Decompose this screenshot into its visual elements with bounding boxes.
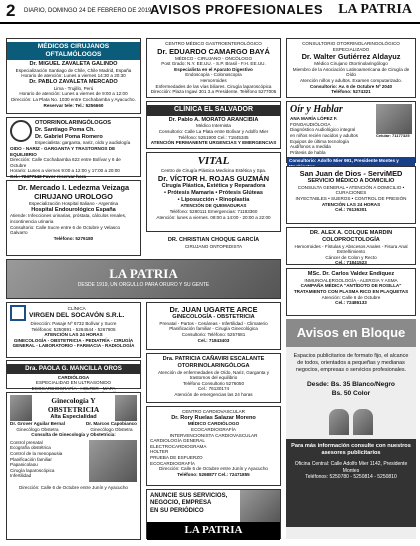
ad-dr-juan-ugarte: Dr. JUAN UGARTE ARCE GINECOLOGÍA - OBSTETRICIA Prenatal - Partos - Cesáreas - Infertilidad - Climaterio Planificación familiar - Cirugía Ginecológica Consultorio: Teléfono: 5257681 Cel.: 71843403 [146, 302, 281, 350]
ad-avisos-en-bloque: Avisos en Bloque Espacios publicitarios de formato fijo, el alcance de todos, orientados a pequeñas y medianas negocios, empresas o servicios profesionales. Desde: Bs. 35 Blanco/Negro Bs. 50 Color Para más información consulte con nuestros asesores publicitarios Oficina Central: Calle Adolfo Mier 1142, Presidente Montes Teléfonos: 5250780 - 5250814 - 5250810 [286, 319, 416, 539]
ad-oftalmologos: MÉDICOS CIRUJANOS OFTALMÓLOGOS Dr. MIGUEL ZAVALETA GALINDO Especialización Santiago de Chile, Chile Madrid, España Horario de atención: Lunes a viernes 14:30 a 20:30 Dr. PABLO ZAVALETA MERCADO Lima - Trujillo, Perú Horario de atención: Lunes a viernes de 9:00 a 12:00 Dirección: La Plata No. 1030 entre Cochabamba y Ayacucho. Reservar tele: Tel.: 5256660 [6, 38, 141, 114]
ad-clinica-virgen-socavon: CLÍNICA VIRGEN DEL SOCAVÓN S.R.L. Dirección: Pasaje Nº 6732 Bolívar y Sucre Teléfonos: 5250891 - 5264544 - 5267805 ATENCIÓN LAS 24 HORAS GINECOLOGÍA - OBSTETRICIA - PEDIATRÍA - CIRUGÍA GENERAL - LABORATORIO - FARMACIA - RADIOLOGÍA [6, 302, 141, 358]
doctor-silhouette-icon [329, 409, 349, 435]
header-date: DIARIO, DOMINGO 24 DE FEBRERO DE 2019 [24, 8, 152, 14]
ad-servimed: San Juan de Dios - ServiMED SERVICIO MÉDICO A DOMICILIO CONSULTA GENERAL • ATENCIÓN A DOMICILIO • CURACIONES INYECTABLES • SUEROS • CONTROL DE PRESIÓN ATENCIÓN LAS 24 HORAS Cel.: 76136301 [286, 166, 416, 224]
ad-traumatologo-choque: DR. CHRISTIAN CHOQUE GARCÍA CIRUJANO ONTOPEDISTA [146, 235, 281, 257]
ad-coloproctologia: DR. ALEX A. COLQUE MARDIN COLOPROCTOLOGÍA Hemorroides - Fístulas y Abscesos Anales - Fisura Anal Estreñimiento Cáncer de Colon y Recto Cel.: 71841523 [286, 227, 416, 265]
ad-otorrino-gutierrez: CONSULTORIO OTORRINOLARINGOLÓGICO ESPECIALIZADO Dr. Walter Gutiérrez Aldayuz Médico Cirujano Otorrinolaringólogo Miembro de la Asociación Latinoamericana de Cirugía de Oído Atención niños y adultos. Examen computarizado. Consultorio: Av. 6 de Octubre Nº 2040 Teléfono: 5274321 [286, 38, 416, 98]
ad-anuncie-servicios: ANUNCIE SUS SERVICIOS, NEGOCIO, EMPRESA EN SU PERIÓDICO LA PATRIA [146, 489, 281, 539]
page-header [0, 0, 420, 24]
ad-la-patria-promo: LA PATRIA DESDE 1919, UN ORGULLO PARA ORURO Y SU GENTE [6, 259, 281, 299]
ad-urologo: Dr. Mercado I. Ledezma Veizaga CIRUJANO UROLOGO Especialización Hospital Italiano - Argentina Hospital Endourológico España Atiende: Infecciones urinarias, próstata, cálculos renales, incontinencia urinaria Consultorio: Calle Sucre entre 6 de Octubre y Velasco Galvarro Teléfono: 5276180 [6, 180, 141, 256]
ad-cardiologa-mancilla: Dra. PAOLA G. MANCILLA OROS CARDIÓLOGA ESPECIALIDAD EN ULTRASONIDO ECOCARDIOGRAFÍA - HOLTER - MAPA [6, 360, 141, 389]
ad-oir-y-hablar: Oír y Hablar ANA MARÍA LÓPEZ F. FONOAUDIÓLOGA Diagnóstico Audiológico integral en niños recién nacidos y adultos Equipos de última tecnología Audífonos a medida Prótesis de habla Celular: 71177325 Consultorio: Adolfo Mier 991, Presidente Montes y [286, 101, 416, 163]
ad-otorrinos-poma: OTORRINOLARINGÓLOGOS Dr. Santiago Poma Ch. Dr. Gabriel Poma Romero Especialista: garganta, nariz, oído y audiología OIDO - NARIZ - GARGANTA Y TRASTORNOS DE EQUILIBRIO Dirección: Calle Cochabamba 622 entre Bolívar y 6 de Octubre Horario: Lunes a viernes 9:00 a 12:00 y 17:00 a 20:00 Cel.: 72477142 Favor reservar hora [6, 117, 141, 177]
ad-alergologia-valdez: MSc. Dr. Carlos Valdez Endiquez INMUNOALERGOLOGÍA - ALERGIA Y ASMA CAMPAÑA MÉDICA "ANTÍDOTO DE ROSILLA" TRATAMIENTO CON PLASMA RICO EN PLAQUETAS Atención: Calle 6 de Octubre Cel.: 72486133 [286, 268, 416, 316]
clinic-logo-icon [10, 305, 26, 321]
promo-title: Avisos en Bloque [296, 325, 406, 340]
section-title: AVISOS PROFESIONALES [150, 2, 324, 17]
page-number: 2 [6, 1, 16, 20]
ultrasound-image [89, 440, 137, 482]
doctor-photo [115, 395, 137, 421]
doctor-photo [10, 395, 32, 421]
clinic-logo-icon [10, 120, 32, 142]
ad-band: MÉDICOS CIRUJANOS OFTALMÓLOGOS [7, 42, 140, 60]
ad-clinica-el-salvador: CLÍNICA EL SALVADOR Dr. Pablo A. MORATO ARANCIBIA Médico Internista Consultorio: Calle La Plata entre Bolívar y Adolfo Mier Teléfono: 5251900 Cel.: 71845345 ATENCIÓN PERMANENTE URGENCIAS Y EMERGENCIAS [146, 101, 281, 149]
ad-vital-cirugia-plastica: VITAL Centro de Cirugía Plástica Medicina Estética y Spa. Dr. VÍCTOR H. ROJAS GUZMÁN Cirugía Plástica, Estética y Reparadora • Prótesis Mamaria • Prótesis Glúteas • Liposucción • Rinoplastía ATENCIÓN DE QUEMADURAS Teléfono: 5280111 Emergencias: 71183360 Atención: lunes a viernes. 08:00 a 14:00 - 20:00 a 22:00 [146, 152, 281, 232]
ear-image [376, 104, 412, 134]
brand-logo: LA PATRIA [338, 2, 412, 17]
ad-gastroenterologico: CENTRO MÉDICO GASTROENTEROLÓGICO Dr. EDUARDO CAMARGO BAYÁ MÉDICO - CIRUJANO - ONCÓLOGO Post Grado: N.Y. EE.UU. - S.P. Brasil - F.H. EE.UU. Especialista en el Aparato Digestivo Endoscopía - Colonoscopía Hemorroides Enfermedades de las vías biliares. Cirugía laparoscópica Dirección: Plaza Ingavi 301 3.a Presidente. Teléfono 5277005 [146, 38, 281, 98]
ad-ginecologia: Ginecología Y OBSTETRICIA Alta Especialidad Dr. Grover Aguilar Bernal Ginecólogo Obstetra Dr. Marcos Capobianco Ginecólogo Obstetra Consulta de Ginecología y Obstetricia: Control prenatal Ecografía obstétrica Control de la menopausia Planificación familiar Papanicolaou Cirugía laparoscópica Infertilidad Dirección: Calle 6 de Octubre entre Junín y Ayacucho [6, 392, 141, 540]
ad-centro-cardiovascular: CENTRO CARDIOVASCULAR Dr. Rory Ruelas Salazar Moreno MÉDICO CARDIÓLOGO ECOCARDIOGRAFÍA INTERVENCIONISTA CARDIOVASCULAR CARDIOLOGÍA GENERAL ELECTROCARDIOGRAMA HOLTER PRUEBA DE ESFUERZO ECOCARDIOGRAFÍA Dirección: Calle 6 de Octubre entre Junín y Ayacucho Teléfono: 5268877 Cel.: 72471855 [146, 406, 281, 486]
doctor-silhouette-icon [353, 409, 373, 435]
ad-otorrino-canaviri: Dra. PATRICIA CAÑAVIRI ESCALANTE OTORRINOLARINGÓLOGA Atención de enfermedades de Oído, Nariz, Garganta y trastornos del equilibrio Teléfono Consultorio 5276050 Cel.: 76130174 Atención de emergencias las 24 horas [146, 353, 281, 403]
newspaper-photo [240, 490, 280, 522]
